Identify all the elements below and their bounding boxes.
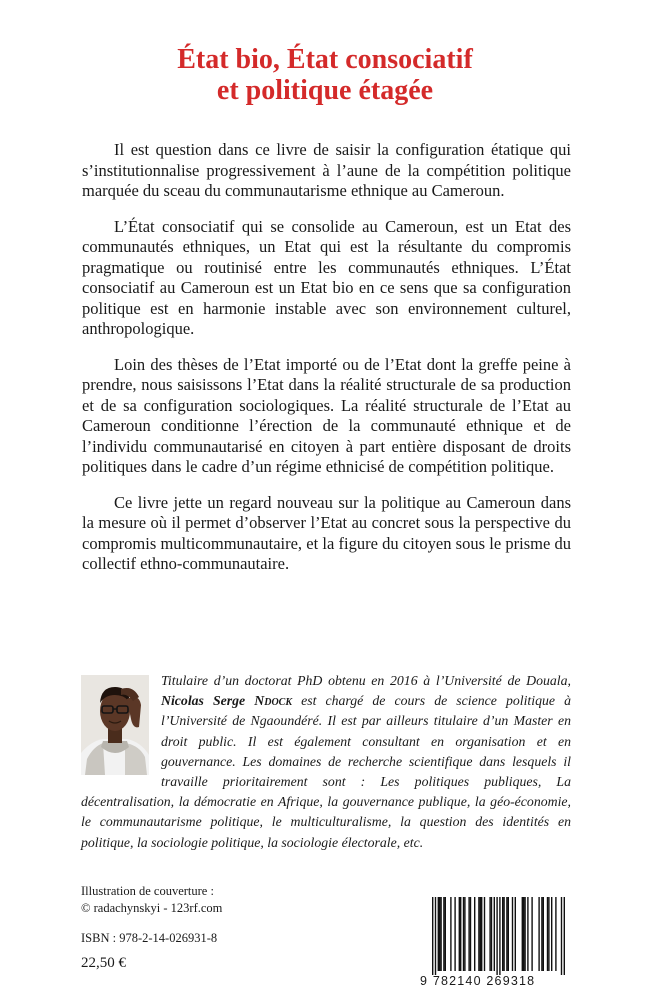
barcode-bar (484, 897, 485, 971)
barcode-bar (551, 897, 552, 971)
author-name (161, 693, 292, 708)
cover-credit-source: © radachynskyi - 123rf.com (81, 900, 223, 915)
barcode-bars (420, 897, 571, 975)
isbn-number: ISBN : 978-2-14-026931-8 (81, 931, 218, 945)
barcode-bar (468, 897, 469, 971)
blurb-paragraph: Il est question dans ce livre de saisir la configuration étatique qui s’institutionnalise progressivement à l’aune de la compétition politique marquée du sceau du communautarisme ethnique au Cameroun. (82, 140, 571, 200)
barcode-bar (443, 897, 444, 971)
barcode-bar (478, 897, 479, 971)
barcode-bar (531, 897, 532, 971)
author-bio-block (81, 671, 571, 853)
barcode-bar (503, 897, 504, 971)
barcode-bar (499, 897, 500, 975)
barcode-bar (547, 897, 548, 971)
barcode-bar (564, 897, 565, 975)
barcode-bar (463, 897, 464, 971)
cover-credit (81, 883, 222, 916)
barcode-bar (480, 897, 481, 971)
book-title-line-2: et politique étagée (216, 75, 434, 106)
bio-rest: est chargé de cours de science politique à l’Université de Ngaoundéré. Il est par ailleurs titulaire d’un Master en droit public. Il est également consultant en organisation et en gouvernance. Les domaines de recherche scientifique dans lesquels il travaille prioritairement sont : Les politiques publiques, La décentralisation, la démocratie en Afrique, la gouvernance publique, la géo-économie, le communautarisme politique, le multiculturalisme, la question des identités en politique, la sociologie politique, la sociologie électorale, etc. (81, 693, 571, 850)
barcode-bar (464, 897, 465, 971)
barcode-bar (522, 897, 523, 971)
bio-intro: Titulaire d’un doctorat PhD obtenu en 2016 à l’Université de Douala, (161, 673, 571, 688)
barcode-bar (512, 897, 513, 971)
barcode-bar (474, 897, 475, 971)
barcode-bar (541, 897, 542, 971)
barcode-bar (494, 897, 495, 971)
barcode-bar (489, 897, 490, 971)
barcode-bar (440, 897, 441, 971)
barcode-bar (527, 897, 528, 971)
blurb-paragraph: Ce livre jette un regard nouveau sur la politique au Cameroun dans la mesure où il permet d’observer l’Etat au concret sous la perspective du compromis multicommunautaire, et la figure du citoyen sous le prisme du collectif ethno-communautaire. (82, 492, 571, 573)
barcode-bar (432, 897, 433, 975)
barcode-bar (491, 897, 492, 971)
barcode-bar (454, 897, 455, 971)
barcode-bar (508, 897, 509, 971)
blurb-paragraph: Loin des thèses de l’Etat importé ou de l’Etat dont la greffe peine à prendre, nous saisissons l’Etat dans la réalité structurale de sa production et de sa configuration sociologiques. La réalité structurale de l’Etat au Cameroun conditionne l’érection de la communauté ethnique et de l’individu communautarisé en citoyen à part entière disposant de droits politiques dans le cadre d’un régime ethnicisé de compétition politique. (82, 354, 571, 476)
barcode-bar (524, 897, 525, 971)
barcode-bar (470, 897, 471, 971)
barcode-bar (438, 897, 439, 971)
barcode-bar (460, 897, 461, 971)
barcode-digits: 9 782140 269318 (420, 974, 536, 988)
book-title (0, 44, 650, 106)
author-bio-text (81, 671, 571, 853)
barcode-bar (506, 897, 507, 971)
barcode-bar (481, 897, 482, 971)
barcode-bar (555, 897, 556, 971)
cover-credit-label: Illustration de couverture : (81, 884, 214, 898)
author-name-first: Nicolas Serge (161, 693, 255, 709)
barcode-bar (496, 897, 497, 975)
author-photo (81, 675, 149, 775)
book-title-line-1: État bio, État consociatif (177, 44, 473, 75)
barcode-bar (538, 897, 539, 971)
barcode-bar (561, 897, 562, 975)
barcode-bar (450, 897, 451, 971)
barcode-bar (445, 897, 446, 971)
barcode-bar (543, 897, 544, 971)
blurb-paragraph: L’État consociatif qui se consolide au Cameroun, est un Etat des communautés ethniques, un Etat qui est la résultante du compromis pragmatique ou routinisé entre les communautés ethniques. L’État consociatif au Cameroun est un Etat bio en ce sens que sa configuration politique est en harmonie instable avec son environnement culturel, anthropologique. (82, 216, 571, 338)
barcode-bar (435, 897, 436, 975)
author-name-last: Ndock (254, 693, 293, 709)
barcode-bar (439, 897, 440, 971)
barcode-bar (523, 897, 524, 971)
barcode-bar (502, 897, 503, 971)
isbn-barcode (420, 897, 571, 993)
barcode-bar (548, 897, 549, 971)
barcode-bar (515, 897, 516, 971)
back-cover-blurb (82, 140, 571, 590)
price: 22,50 € (81, 955, 126, 971)
barcode-bar (459, 897, 460, 971)
